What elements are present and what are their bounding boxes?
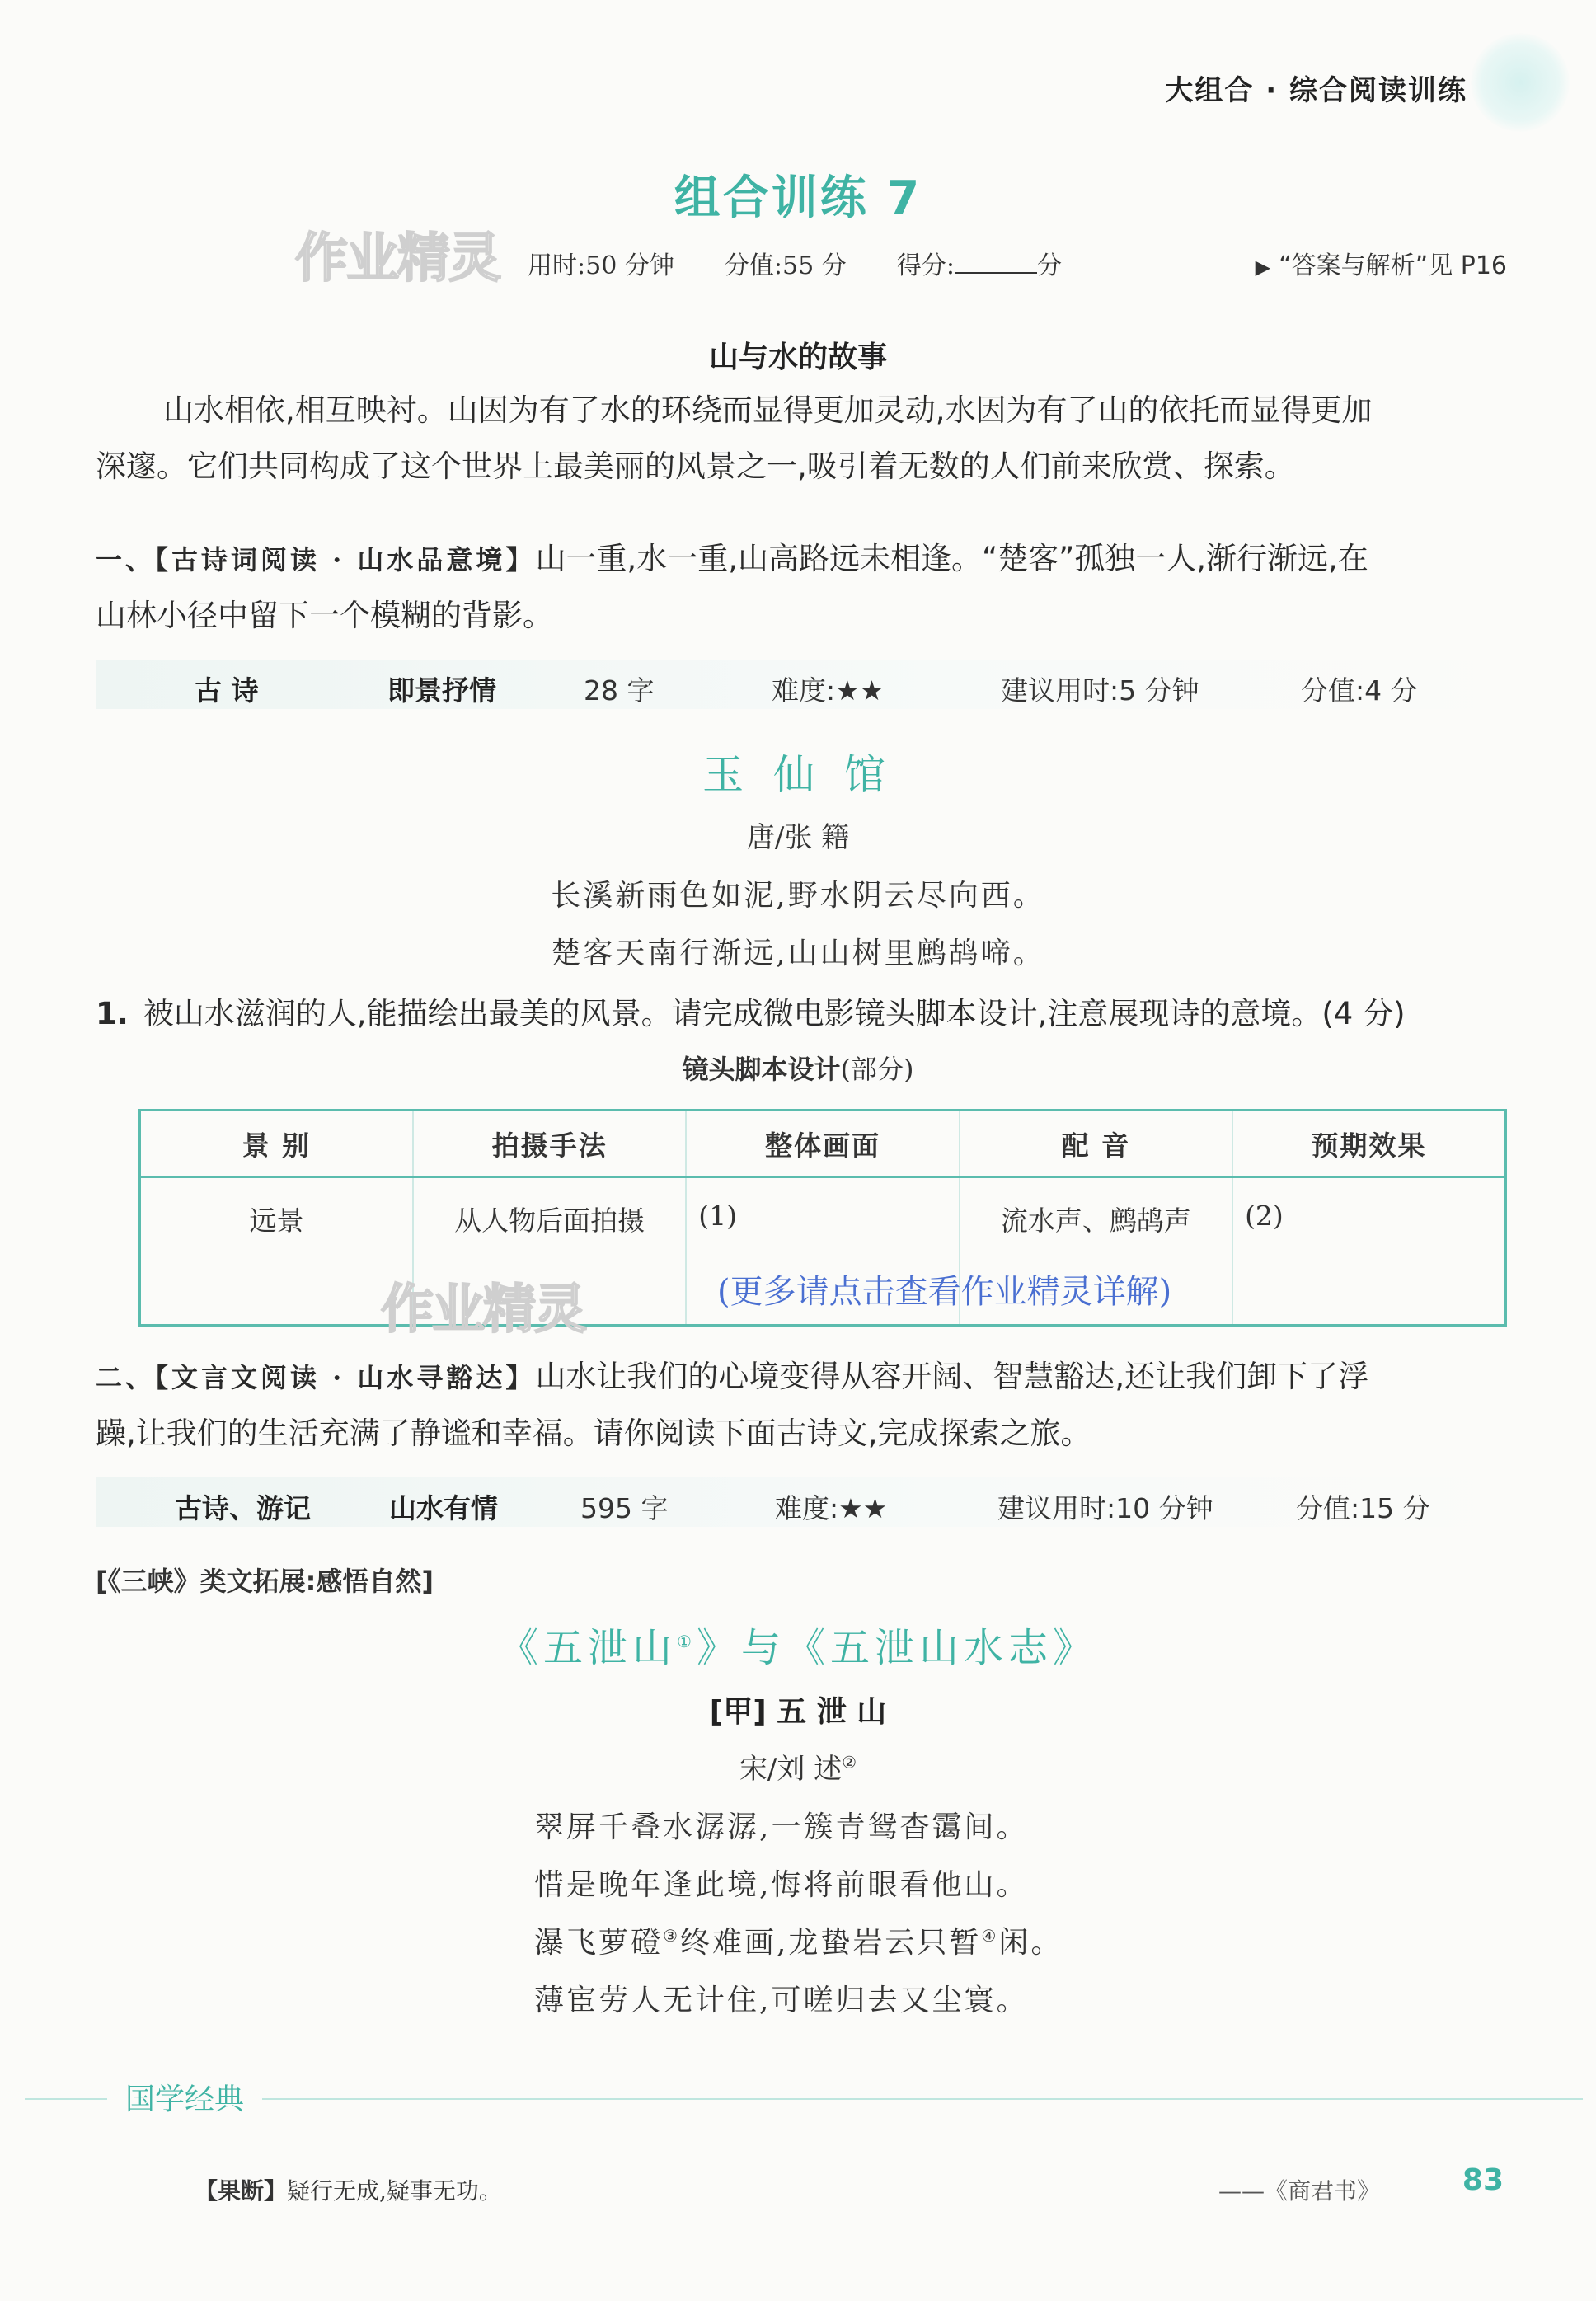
time-limit: 用时:50 分钟 — [528, 251, 674, 280]
info-score: 分值:4 分 — [1301, 674, 1418, 707]
info-genre-2: 古诗、游记 — [175, 1492, 311, 1524]
footnote-marker-3: ③ — [663, 1926, 680, 1946]
info-words-2: 595 字 — [580, 1492, 669, 1524]
page-number: 83 — [1462, 2163, 1504, 2197]
info-time-2: 建议用时:10 分钟 — [998, 1492, 1213, 1524]
quote-tag: 【果断】 — [195, 2177, 288, 2205]
table-caption — [0, 1049, 1596, 1087]
quote-text: 疑行无成,疑事无功。 — [287, 2177, 502, 2205]
table-caption-note: (部分) — [840, 1054, 914, 1085]
text-title-part-2: 》与《五泄山水志》 — [696, 1625, 1097, 1671]
poem-line-2: 楚客天南行渐远,山山树里鹧鸪啼。 — [551, 937, 1045, 970]
question-1-number: 1. — [96, 996, 129, 1031]
info-words: 28 字 — [584, 674, 655, 707]
table-header-method: 拍摄手法 — [413, 1111, 686, 1177]
score-unit: 分 — [1036, 251, 1062, 280]
total-score: 分值:55 分 — [724, 251, 847, 280]
poem-2-line-4: 薄宦劳人无计住,可嗟归去又尘寰。 — [534, 1984, 1029, 2017]
page-title: 组合训练 7 — [674, 171, 922, 225]
story-paragraph — [96, 383, 1510, 495]
footnote-marker-2: ② — [842, 1752, 857, 1773]
section-2-line-2: 躁,让我们的生活充满了静谧和幸福。请你阅读下面古诗文,完成探索之旅。 — [96, 1416, 1091, 1451]
poem-2-line-1: 翠屏千叠水潺潺,一簇青鸳杳霭间。 — [534, 1810, 1029, 1844]
table-header-effect: 预期效果 — [1232, 1111, 1505, 1177]
more-details-link[interactable]: (更多请点击查看作业精灵详解) — [717, 1273, 1172, 1311]
answer-reference-text: “答案与解析”见 P16 — [1279, 251, 1507, 280]
section-2-line-1: 山水让我们的心境变得从容开阔、智慧豁达,还让我们卸下了浮 — [535, 1359, 1369, 1394]
cell-sound: 流水声、鹧鸪声 — [960, 1177, 1232, 1326]
section-2-intro — [96, 1349, 1510, 1462]
poem-2-line-3-b: 终难画,龙蛰岩云只暂 — [679, 1926, 982, 1960]
table-header-sound: 配 音 — [960, 1111, 1232, 1177]
story-line-2: 深邃。它们共同构成了这个世界上最美丽的风景之一,吸引着无数的人们前来欣赏、探索。 — [96, 448, 1295, 484]
watermark-logo-2: 作业精灵 — [381, 1280, 585, 1341]
cell-shot: 远景 — [249, 1205, 304, 1237]
poem-2-line-3-a: 瀑飞萝磴 — [534, 1926, 664, 1960]
poem-title: 玉 仙 馆 — [702, 751, 894, 799]
cell-method: 从人物后面拍摄 — [413, 1177, 686, 1326]
table-caption-title: 镜头脚本设计 — [682, 1054, 841, 1085]
footnote-marker-1: ① — [677, 1632, 697, 1651]
table-header-row — [140, 1111, 1506, 1177]
section-2-heading: 二、【文言文阅读 · 山水寻豁达】 — [96, 1362, 536, 1393]
poem-2-body — [534, 1804, 1063, 2035]
poem-2-line-3-c: 闲。 — [998, 1926, 1063, 1960]
footer-quote — [195, 2173, 502, 2206]
section-1-info-bar — [96, 660, 1510, 709]
play-arrow-icon: ▶ — [1255, 256, 1271, 279]
section-1-line-2: 山林小径中留下一个模糊的背影。 — [96, 598, 553, 633]
poem-2-line-2: 惜是晚年逢此境,悔将前眼看他山。 — [534, 1868, 1029, 1902]
footer-label: 国学经典 — [107, 2076, 262, 2118]
info-difficulty-2: 难度:★★ — [775, 1492, 888, 1524]
cell-effect-blank[interactable]: (2) — [1232, 1177, 1505, 1326]
info-score-2: 分值:15 分 — [1296, 1492, 1430, 1524]
score-blank — [955, 252, 1037, 274]
quote-source: ——《商君书》 — [1218, 2177, 1380, 2205]
footnote-marker-4: ④ — [981, 1926, 999, 1946]
score-label: 得分: — [896, 251, 955, 280]
question-1-text: 被山水滋润的人,能描绘出最美的风景。请完成微电影镜头脚本设计,注意展现诗的意境。(4 分) — [143, 996, 1406, 1031]
info-theme-2: 山水有情 — [389, 1492, 498, 1524]
text-title — [0, 1616, 1596, 1673]
section-2-info-bar — [96, 1477, 1510, 1527]
question-1 — [96, 986, 1510, 1042]
extension-note: [《三峡》类文拓展:感悟自然] — [96, 1566, 434, 1597]
header-decoration — [1471, 33, 1570, 132]
meta-info — [528, 245, 1062, 281]
watermark-logo: 作业精灵 — [295, 228, 500, 289]
info-difficulty: 难度:★★ — [772, 674, 885, 707]
cell-scene-blank[interactable]: (1) — [686, 1177, 959, 1326]
poem-subtitle: [甲] 五 泄 山 — [709, 1695, 887, 1729]
info-theme: 即景抒情 — [387, 674, 496, 707]
poem-2-author-name: 宋/刘 述 — [739, 1753, 843, 1786]
table-header-scene: 整体画面 — [686, 1111, 959, 1177]
answer-reference[interactable] — [1256, 245, 1507, 281]
story-line-1: 山水相依,相互映衬。山因为有了水的环绕而显得更加灵动,水因为有了山的依托而显得更加 — [163, 392, 1373, 428]
info-time: 建议用时:5 分钟 — [1001, 674, 1199, 707]
poem-2-author — [0, 1746, 1596, 1787]
poem-author: 唐/张 籍 — [746, 821, 850, 854]
info-genre: 古 诗 — [195, 674, 259, 707]
section-1-heading: 一、【古诗词阅读 · 山水品意境】 — [96, 544, 536, 575]
poem-line-1: 长溪新雨色如泥,野水阴云尽向西。 — [551, 879, 1045, 913]
story-title: 山与水的故事 — [708, 340, 887, 374]
text-title-part-1: 《五泄山 — [499, 1625, 678, 1671]
section-1-intro — [96, 531, 1510, 644]
poem-2-line-3 — [534, 1919, 1063, 1977]
table-header-shot: 景 别 — [140, 1111, 413, 1177]
section-header: 大组合 · 综合阅读训练 — [1165, 74, 1467, 107]
section-1-line-1: 山一重,水一重,山高路远未相逢。“楚客”孤独一人,渐行渐远,在 — [535, 541, 1368, 576]
